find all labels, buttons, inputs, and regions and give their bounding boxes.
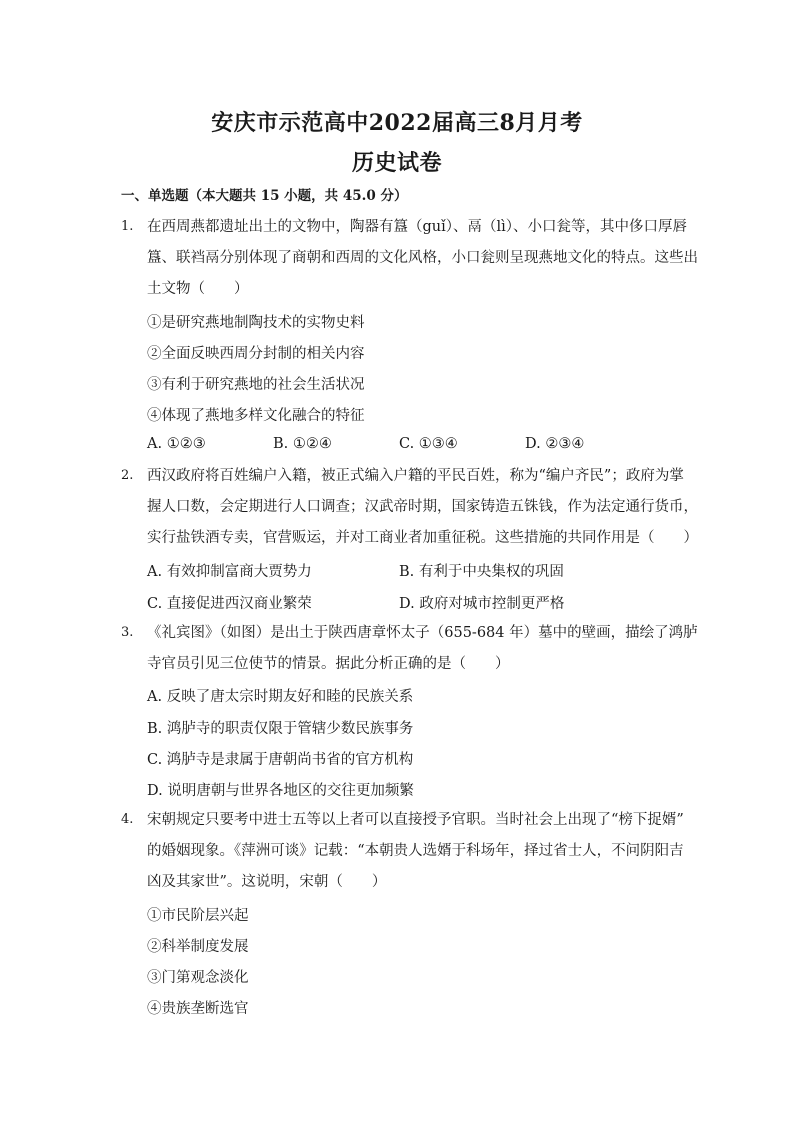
question-number: 1. (121, 219, 134, 234)
question-line: 《礼宾图》（如图）是出土于陕西唐章怀太子（655-684 年）墓中的壁画，描绘了鸿胪 (147, 625, 698, 641)
question-line: 寺官员引见三位使节的情景。据此分析正确的是（ ） (147, 656, 510, 673)
option-d: D. ②③④ (525, 436, 585, 452)
option-c: C. ①③④ (399, 436, 458, 452)
statement-item: ③门第观念淡化 (147, 970, 249, 986)
statement-item: ③有利于研究燕地的社会生活状况 (147, 377, 365, 393)
option-b: B. 鸿胪寺的职责仅限于管辖少数民族事务 (147, 721, 414, 737)
question-line: 簋、联裆鬲分别体现了商朝和西周的文化风格，小口瓮则呈现燕地文化的特点。这些出 (147, 250, 698, 267)
statement-item: ②全面反映西周分封制的相关内容 (147, 346, 365, 362)
option-c: C. 直接促进西汉商业繁荣 (147, 596, 312, 612)
question-text (147, 212, 698, 306)
exam-title: 安庆市示范高中2022届高三8月月考 (211, 110, 583, 136)
question-line: 实行盐铁酒专卖，官营贩运，并对工商业者加重征税。这些措施的共同作用是（ ） (147, 530, 698, 547)
question-line: 握人口数，会定期进行人口调查；汉武帝时期，国家铸造五铢钱，作为法定通行货币， (147, 499, 698, 516)
option-b: B. ①②④ (273, 436, 332, 452)
question-line: 宋朝规定只要考中进士五等以上者可以直接授予官职。当时社会上出现了“榜下捉婿” (147, 812, 684, 828)
statement-item: ④体现了燕地多样文化融合的特征 (147, 408, 365, 424)
statement-item: ④贵族垄断选官 (147, 1001, 249, 1017)
option-d: D. 政府对城市控制更严格 (399, 596, 565, 612)
question-text (147, 805, 684, 899)
question-number: 4. (121, 812, 134, 827)
question-line: 西汉政府将百姓编户入籍，被正式编入户籍的平民百姓，称为“编户齐民”；政府为掌 (147, 468, 684, 484)
statement-item: ②科举制度发展 (147, 939, 249, 955)
exam-subtitle: 历史试卷 (351, 150, 442, 176)
option-a: A. 有效抑制富商大贾势力 (147, 564, 312, 580)
statement-item: ①是研究燕地制陶技术的实物史料 (147, 315, 365, 331)
option-b: B. 有利于中央集权的巩固 (399, 564, 564, 580)
option-a: A. ①②③ (147, 436, 206, 452)
option-c: C. 鸿胪寺是隶属于唐朝尚书省的官方机构 (147, 752, 414, 768)
question-line: 在西周燕都遗址出土的文物中，陶器有簋（guǐ）、鬲（lì）、小口瓮等，其中侈口厚唇 (147, 219, 688, 235)
question-number: 3. (121, 625, 134, 640)
statement-item: ①市民阶层兴起 (147, 908, 249, 924)
question-number: 2. (121, 468, 134, 483)
section-heading: 一、单选题（本大题共 15 小题，共 45.0 分） (121, 188, 408, 204)
question-line: 的婚姻现象。《萍洲可谈》记载：“本朝贵人选婿于科场年，择过省士人，不问阴阳吉 (147, 843, 684, 860)
question-line: 土文物（ ） (147, 281, 249, 298)
option-d: D. 说明唐朝与世界各地区的交往更加频繁 (147, 783, 414, 799)
question-text (147, 618, 698, 680)
question-line: 凶及其家世”。这说明，宋朝（ ） (147, 874, 387, 891)
question-text (147, 461, 698, 555)
option-a: A. 反映了唐太宗时期友好和睦的民族关系 (147, 689, 414, 705)
